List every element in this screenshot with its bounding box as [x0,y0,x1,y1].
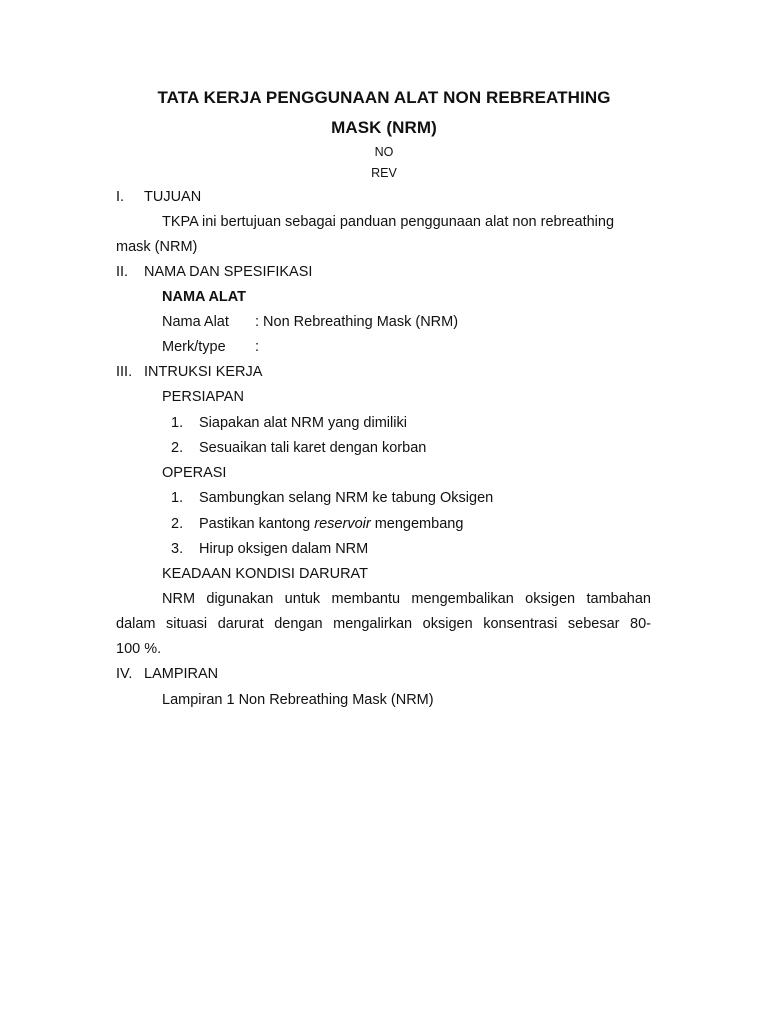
field-label: Nama Alat [162,314,229,330]
section-instruksi-heading [116,364,262,381]
lampiran-text: Lampiran 1 Non Rebreathing Mask (NRM) [162,692,434,708]
section-lampiran-heading [116,666,218,683]
section-numeral: III. [116,364,133,380]
darurat-heading: KEADAAN KONDISI DARURAT [162,566,368,582]
list-text: Sambungkan selang NRM ke tabung Oksigen [199,490,494,506]
list-item [171,490,493,507]
tujuan-text-line-1: TKPA ini bertujuan sebagai panduan penggunaan alat non rebreathing [162,214,615,230]
section-tujuan-heading [116,189,201,206]
list-text: Hirup oksigen dalam NRM [199,541,369,557]
section-heading: TUJUAN [144,189,202,205]
darurat-text-line-2: dalam situasi darurat dengan mengalirkan oksigen konsentrasi sebesar 80- [116,616,651,632]
section-heading: LAMPIRAN [144,666,219,682]
list-number: 3. [171,541,184,557]
field-value: : [255,339,260,355]
section-spesifikasi-heading [116,264,312,281]
document-title-line-1: TATA KERJA PENGGUNAAN ALAT NON REBREATHING [157,88,611,107]
list-number: 2. [171,516,184,532]
list-text: Siapakan alat NRM yang dimiliki [199,415,407,431]
list-item [171,516,463,533]
document-title-line-2: MASK (NRM) [331,118,437,137]
field-value: : Non Rebreathing Mask (NRM) [255,314,459,330]
list-text: Pastikan kantong [199,516,315,532]
list-item [171,541,368,558]
darurat-text-line-3: 100 %. [116,641,162,657]
darurat-text-line-1: NRM digunakan untuk membantu mengembalikan oksigen tambahan [162,591,651,607]
persiapan-heading: PERSIAPAN [162,389,244,405]
list-text: Sesuaikan tali karet dengan korban [199,440,427,456]
field-label: Merk/type [162,339,226,355]
list-item [171,415,407,432]
nama-alat-subheading: NAMA ALAT [162,289,247,305]
list-number: 2. [171,440,184,456]
list-number: 1. [171,415,184,431]
doc-number-label: NO [374,145,394,159]
section-numeral: I. [116,189,125,205]
field-merk-type [162,339,259,356]
doc-revision-label: REV [371,166,397,180]
section-heading: INTRUKSI KERJA [144,364,263,380]
operasi-heading: OPERASI [162,465,227,481]
section-heading: NAMA DAN SPESIFIKASI [144,264,313,280]
list-text: mengembang [370,516,464,532]
tujuan-text-line-2: mask (NRM) [116,239,198,255]
list-number: 1. [171,490,184,506]
field-nama-alat [162,314,458,331]
section-numeral: II. [116,264,129,280]
list-item [171,440,426,457]
list-text-italic: reservoir [314,516,371,532]
section-numeral: IV. [116,666,133,682]
